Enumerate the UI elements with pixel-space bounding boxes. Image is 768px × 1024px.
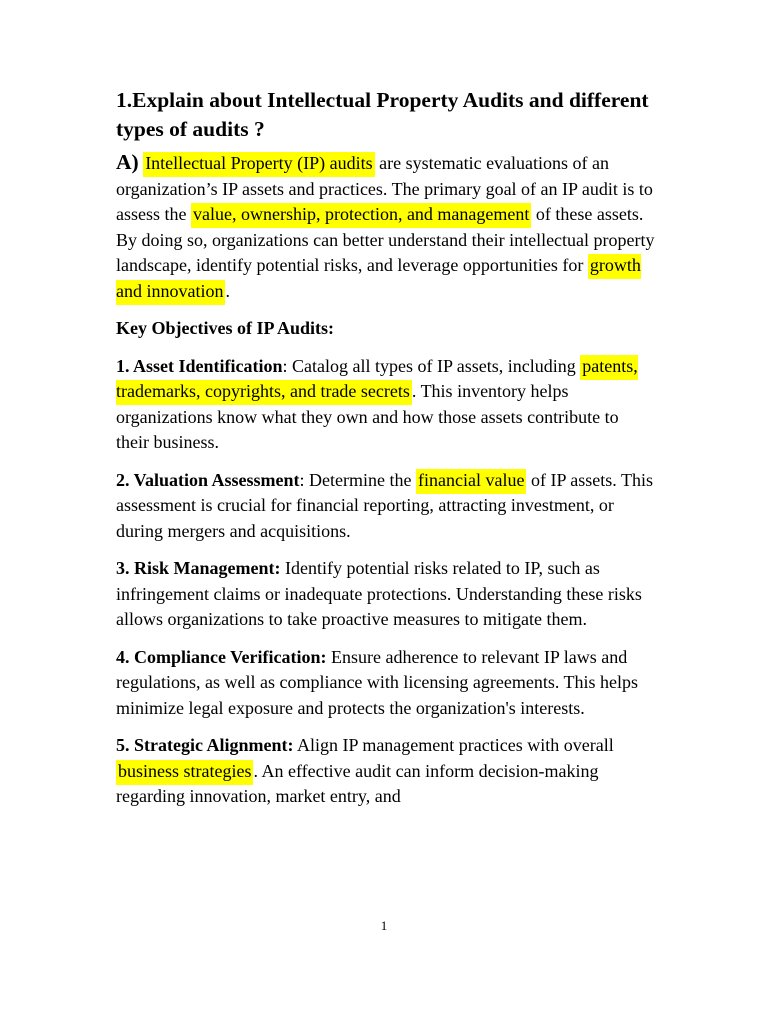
highlight-text: patents, trademarks, copyrights, and trade secrets <box>116 355 638 406</box>
intro-paragraph <box>116 150 656 304</box>
objective-heading: 3. Risk Management: <box>116 558 281 578</box>
body-text: Align IP management practices with overall <box>293 735 614 755</box>
objective-item <box>116 468 656 545</box>
answer-label: A) <box>116 150 139 174</box>
highlight-text: Intellectual Property (IP) audits <box>143 152 374 177</box>
body-text: . This inventory helps organizations know what they own and how those assets contribute to their business. <box>116 381 619 452</box>
objective-heading: 2. Valuation Assessment <box>116 469 300 490</box>
objective-item <box>116 556 656 633</box>
objective-item <box>116 733 656 810</box>
body-text: Identify potential risks related to IP, such as infringement claims or inadequate protections. Understanding these risks allows organizations to take proactive measures to mitigate them. <box>116 558 642 629</box>
highlight-text: value, ownership, protection, and management <box>191 203 531 228</box>
objective-heading: 1. Asset Identification <box>116 355 283 376</box>
highlight-text: growth and innovation <box>116 254 641 305</box>
page-number: 1 <box>380 918 388 933</box>
objective-heading: 5. Strategic Alignment: <box>116 735 294 755</box>
objective-item <box>116 645 656 722</box>
page-title: 1.Explain about Intellectual Property Audits and different types of audits ? <box>116 88 649 141</box>
body-text: of these assets. By doing so, organizations can better understand their intellectual property landscape, identify potential risks, and leverage opportunities for <box>116 204 655 275</box>
highlight-text: financial value <box>416 469 526 494</box>
document-page <box>116 86 656 822</box>
section-heading <box>116 316 656 342</box>
body-text: are systematic evaluations of an organization’s IP assets and practices. The primary goal of an IP audit is to assess the <box>116 153 653 224</box>
highlight-text: business strategies <box>116 760 253 785</box>
body-text: : Determine the <box>299 469 417 490</box>
objective-item <box>116 354 656 456</box>
body-text: . An effective audit can inform decision-making regarding innovation, market entry, and <box>116 760 599 806</box>
objectives-heading: Key Objectives of IP Audits: <box>116 318 334 338</box>
body-text: of IP assets. This assessment is crucial for financial reporting, attracting investment, or during mergers and acquisitions. <box>116 469 653 541</box>
body-text: Ensure adherence to relevant IP laws and regulations, as well as compliance with licensing agreements. This helps minimize legal exposure and protects the organization's interests. <box>116 646 639 718</box>
body-text: . <box>225 280 230 301</box>
body-text: : Catalog all types of IP assets, including <box>282 355 581 376</box>
objective-heading: 4. Compliance Verification: <box>116 646 327 667</box>
